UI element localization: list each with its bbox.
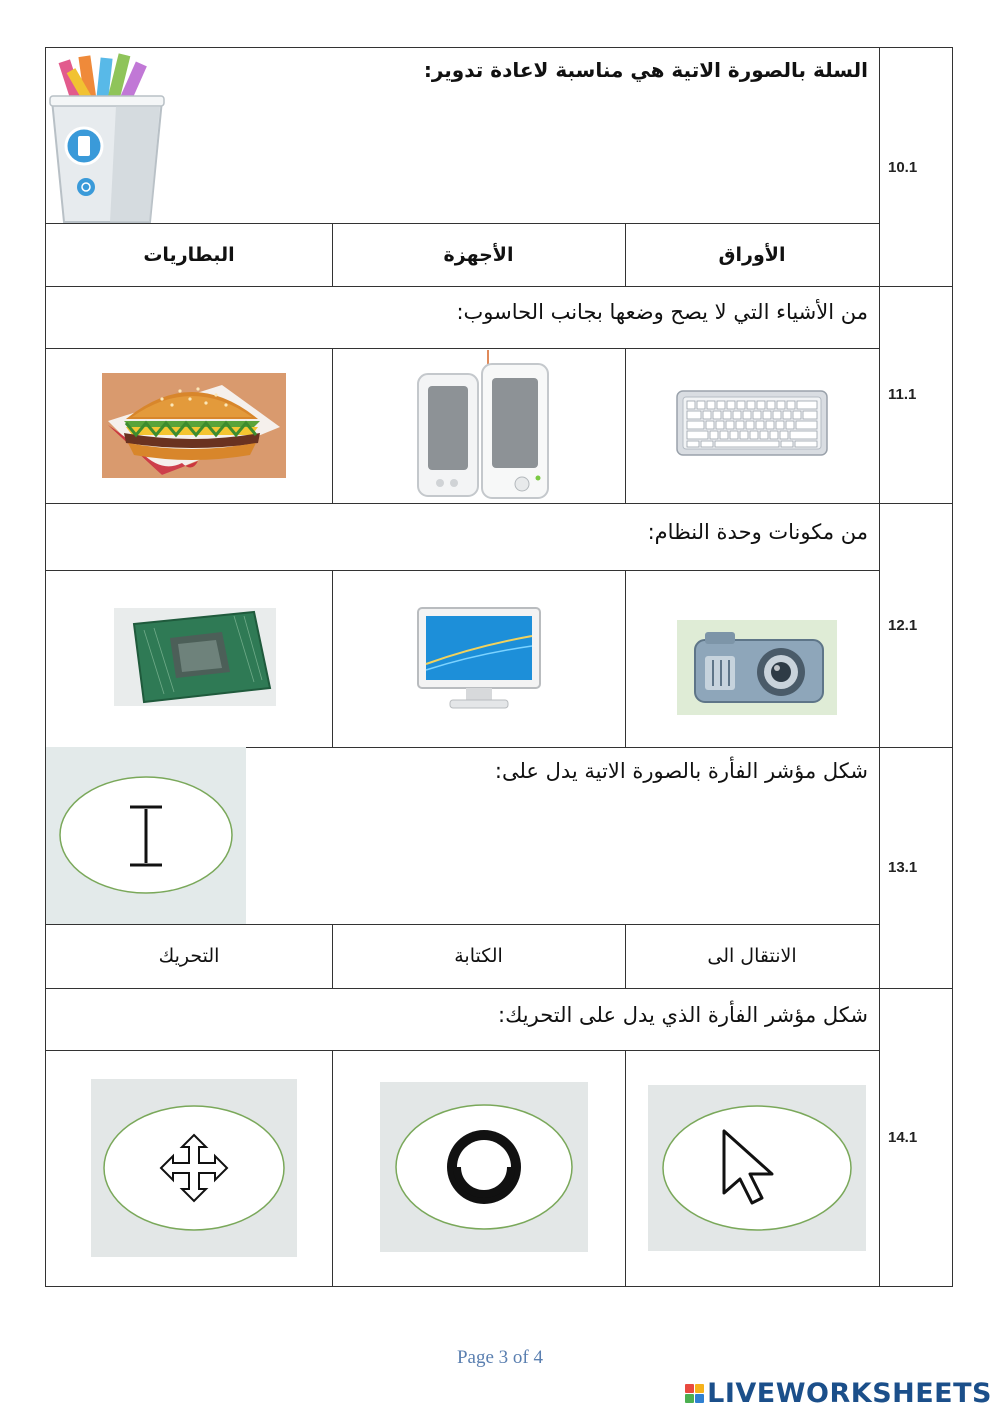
option-col-divider (332, 348, 333, 503)
question-number: 11.1 (888, 386, 917, 403)
brand-icon (685, 1384, 704, 1403)
liveworksheets-logo (685, 1378, 992, 1409)
option-col-divider (625, 570, 626, 747)
question-number: 14.1 (888, 1128, 918, 1146)
question-prompt: شكل مؤشر الفأرة بالصورة الاتية يدل على: (494, 759, 868, 783)
row-divider (46, 503, 952, 504)
keyboard-image[interactable] (676, 390, 828, 456)
option-divider (46, 348, 879, 349)
arrow-cursor-image[interactable] (648, 1085, 866, 1251)
busy-cursor-image[interactable] (380, 1082, 588, 1252)
move-cursor-image[interactable] (91, 1079, 297, 1257)
question-prompt: من مكونات وحدة النظام: (647, 520, 868, 544)
answer-option[interactable]: الانتقال الى (707, 945, 797, 967)
option-col-divider (332, 570, 333, 747)
recycle-bin-image (46, 50, 168, 223)
text-cursor-image (46, 747, 246, 924)
question-prompt: من الأشياء التي لا يصح وضعها بجانب الحاسوب: (456, 300, 868, 324)
row-divider (46, 988, 952, 989)
option-divider (46, 570, 879, 571)
monitor-image[interactable] (416, 606, 542, 714)
answer-option[interactable]: الأوراق (718, 243, 786, 266)
question-prompt: شكل مؤشر الفأرة الذي يدل على التحريك: (498, 1003, 868, 1027)
question-number: 12.1 (888, 616, 918, 634)
camera-image[interactable] (677, 620, 837, 715)
worksheet-table (45, 47, 953, 1287)
answer-option[interactable]: البطاريات (143, 243, 235, 266)
brand-name: LIVEWORKSHEETS (707, 1378, 992, 1409)
question-number: 10.1 (888, 158, 918, 176)
cpu-chip-image[interactable] (114, 608, 276, 706)
page-footer: Page 3 of 4 (456, 1347, 543, 1368)
option-col-divider (625, 348, 626, 503)
option-col-divider (332, 1050, 333, 1286)
burger-image[interactable] (102, 373, 286, 478)
answer-option[interactable]: الأجهزة (443, 243, 514, 266)
option-col-divider (625, 1050, 626, 1286)
question-number: 13.1 (888, 859, 918, 876)
answer-option[interactable]: الكتابة (454, 945, 503, 967)
option-divider (46, 1050, 879, 1051)
speakers-image[interactable] (414, 350, 554, 502)
answer-option[interactable]: التحريك (158, 945, 220, 967)
row-divider (46, 286, 952, 287)
question-prompt: السلة بالصورة الاتية هي مناسبة لاعادة تدوير: (423, 58, 868, 82)
